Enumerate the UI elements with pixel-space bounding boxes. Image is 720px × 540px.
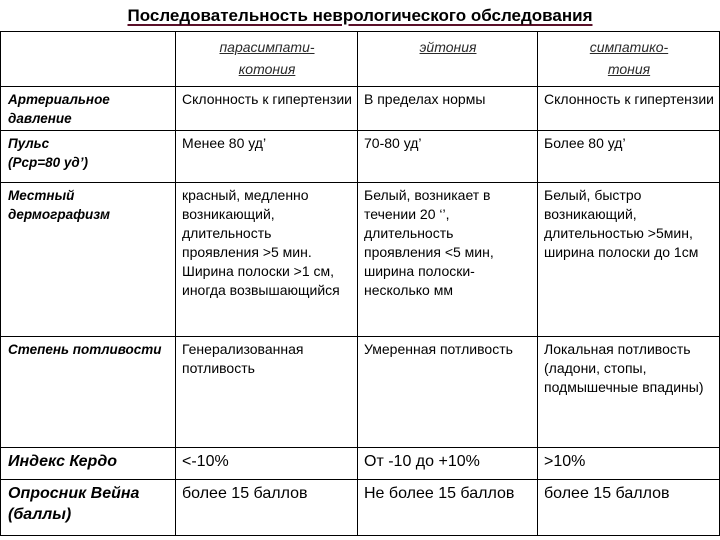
table-cell: Не более 15 баллов — [358, 480, 538, 536]
table-cell: более 15 баллов — [538, 480, 720, 536]
table-cell: Генерализованная потливость — [176, 337, 358, 448]
header-row — [1, 32, 720, 87]
table-cell: В пределах нормы — [358, 87, 538, 131]
row-label-dermographism: Местный дермографизм — [1, 183, 176, 337]
row-label-vein-questionnaire: Опросник Вейна (баллы) — [1, 480, 176, 536]
table-cell: Склонность к гипертензии — [176, 87, 358, 131]
table-cell: Локальная потливость (ладони, стопы, подмышечные впадины) — [538, 337, 720, 448]
table-row — [1, 131, 720, 183]
table-cell: красный, медленно возникающий, длительность проявления >5 мин. Ширина полоски >1 см, иногда возвышающийся — [176, 183, 358, 337]
table-row — [1, 480, 720, 536]
table-cell: Более 80 уд’ — [538, 131, 720, 183]
row-label-kerdo-index: Индекс Кердо — [1, 448, 176, 480]
table-row — [1, 448, 720, 480]
table-cell: От -10 до +10% — [358, 448, 538, 480]
examination-table — [0, 31, 720, 536]
table-row — [1, 337, 720, 448]
table-cell: Белый, возникает в течении 20 ‘’, длительность проявления <5 мин, ширина полоски-несколько мм — [358, 183, 538, 337]
header-sympathicotonia: симпатико- тония — [538, 32, 720, 87]
table-cell: <-10% — [176, 448, 358, 480]
table-row — [1, 183, 720, 337]
table-cell: >10% — [538, 448, 720, 480]
table-cell: Склонность к гипертензии — [538, 87, 720, 131]
table-cell: Менее 80 уд’ — [176, 131, 358, 183]
table-cell: 70-80 уд’ — [358, 131, 538, 183]
table-cell: Умеренная потливость — [358, 337, 538, 448]
row-label-pulse: Пульс (Рср=80 уд’) — [1, 131, 176, 183]
table-cell: Белый, быстро возникающий, длительностью >5мин, ширина полоски до 1см — [538, 183, 720, 337]
header-eutonia: эйтония — [358, 32, 538, 87]
header-corner-cell — [1, 32, 176, 87]
header-parasympathicotonia: парасимпати- котония — [176, 32, 358, 87]
row-label-blood-pressure: Артериальное давление — [1, 87, 176, 131]
row-label-sweating: Степень потливости — [1, 337, 176, 448]
table-row — [1, 87, 720, 131]
table-cell: более 15 баллов — [176, 480, 358, 536]
page-title: Последовательность неврологического обследования — [127, 6, 593, 25]
